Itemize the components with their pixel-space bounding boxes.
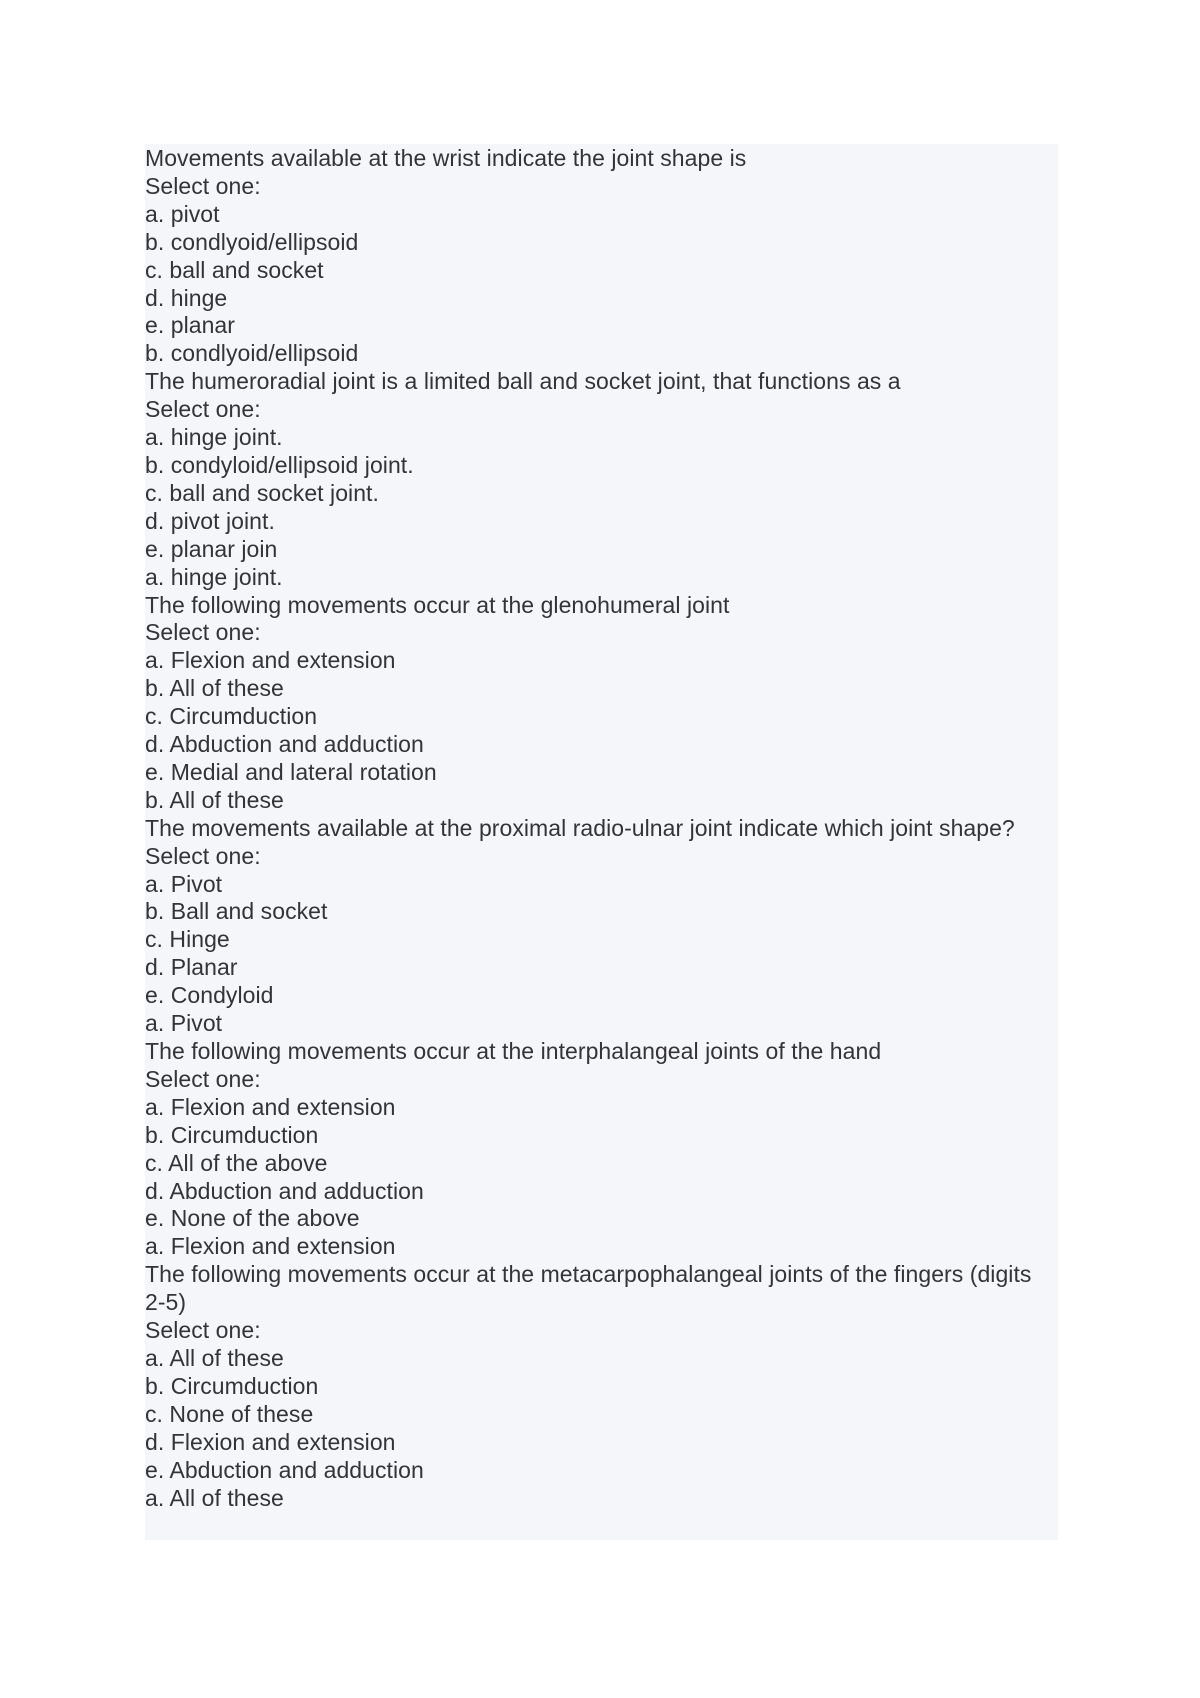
- question-1-option-d: d. hinge: [145, 284, 228, 311]
- question-5-option-d: d. Abduction and adduction: [145, 1177, 424, 1204]
- question-5-option-e: e. None of the above: [145, 1205, 360, 1232]
- question-6-option-e: e. Abduction and adduction: [145, 1456, 424, 1483]
- question-1-option-b: b. condlyoid/ellipsoid: [145, 228, 359, 255]
- question-2-option-e: e. planar join: [145, 535, 278, 562]
- question-2: [145, 368, 1058, 591]
- question-3-answer: b. All of these: [145, 786, 284, 813]
- question-1-answer: b. condlyoid/ellipsoid: [145, 340, 359, 367]
- question-1-text: Movements available at the wrist indicate the joint shape is: [145, 145, 747, 171]
- question-4-option-d: d. Planar: [145, 954, 238, 981]
- question-3-option-c: c. Circumduction: [145, 703, 318, 730]
- question-2-option-c: c. ball and socket joint.: [145, 479, 379, 506]
- question-4-answer: a. Pivot: [145, 1010, 223, 1037]
- question-1: [145, 145, 1058, 368]
- question-5: [145, 1038, 1058, 1261]
- question-4-option-c: c. Hinge: [145, 926, 230, 953]
- question-2-text: The humeroradial joint is a limited ball and socket joint, that functions as a: [145, 368, 901, 395]
- question-6: [145, 1261, 1058, 1512]
- question-4-prompt: Select one:: [145, 842, 261, 869]
- question-5-prompt: Select one:: [145, 1065, 261, 1092]
- document-text-block: [145, 144, 1058, 1540]
- question-6-answer: a. All of these: [145, 1484, 284, 1511]
- question-6-text: The following movements occur at the metacarpophalangeal joints of the fingers (digits 2-5): [145, 1261, 1032, 1316]
- question-6-prompt: Select one:: [145, 1317, 261, 1344]
- question-1-prompt: Select one:: [145, 172, 261, 199]
- question-4-option-b: b. Ball and socket: [145, 898, 328, 925]
- question-3-option-e: e. Medial and lateral rotation: [145, 758, 437, 785]
- question-5-option-b: b. Circumduction: [145, 1121, 319, 1148]
- question-6-option-a: a. All of these: [145, 1344, 284, 1371]
- question-3-option-a: a. Flexion and extension: [145, 647, 396, 674]
- question-5-option-c: c. All of the above: [145, 1149, 328, 1176]
- question-6-option-b: b. Circumduction: [145, 1372, 319, 1399]
- question-2-option-a: a. hinge joint.: [145, 424, 283, 451]
- question-1-option-c: c. ball and socket: [145, 256, 324, 283]
- question-4-option-a: a. Pivot: [145, 870, 223, 897]
- question-3-prompt: Select one:: [145, 619, 261, 646]
- question-6-option-d: d. Flexion and extension: [145, 1428, 396, 1455]
- question-2-answer: a. hinge joint.: [145, 563, 283, 590]
- question-6-option-c: c. None of these: [145, 1400, 314, 1427]
- question-4-option-e: e. Condyloid: [145, 982, 274, 1009]
- question-5-answer: a. Flexion and extension: [145, 1233, 396, 1260]
- question-4: [145, 815, 1058, 1038]
- question-5-option-a: a. Flexion and extension: [145, 1093, 396, 1120]
- question-1-option-a: a. pivot: [145, 200, 220, 227]
- question-5-text: The following movements occur at the interphalangeal joints of the hand: [145, 1038, 882, 1064]
- question-3-text: The following movements occur at the glenohumeral joint: [145, 591, 730, 618]
- question-1-option-e: e. planar: [145, 312, 235, 339]
- question-3: [145, 592, 1058, 815]
- question-3-option-b: b. All of these: [145, 675, 284, 702]
- question-3-option-d: d. Abduction and adduction: [145, 731, 424, 758]
- question-4-text: The movements available at the proximal radio-ulnar joint indicate which joint shape?: [145, 814, 1015, 841]
- question-2-option-d: d. pivot joint.: [145, 507, 275, 534]
- question-2-option-b: b. condyloid/ellipsoid joint.: [145, 451, 414, 478]
- question-2-prompt: Select one:: [145, 396, 261, 423]
